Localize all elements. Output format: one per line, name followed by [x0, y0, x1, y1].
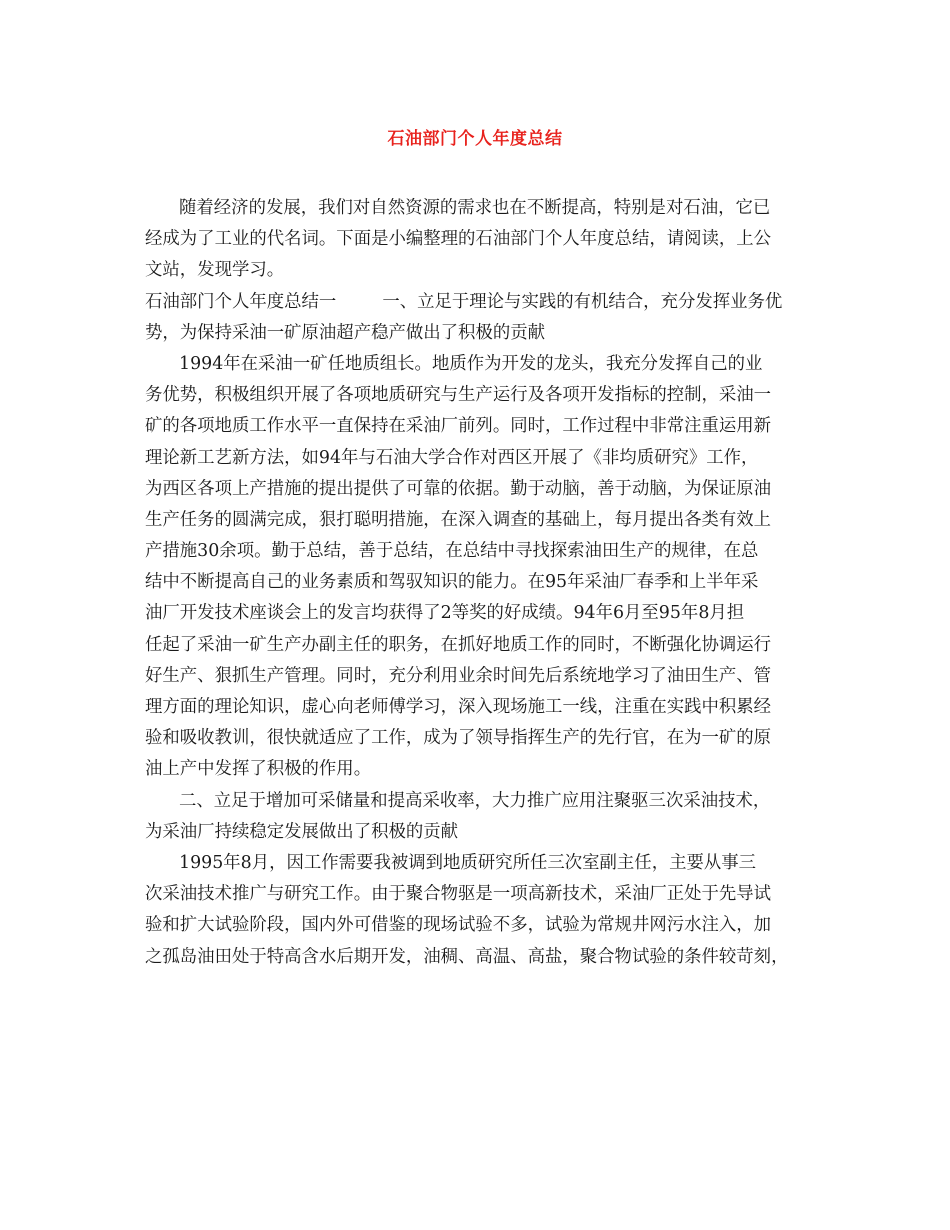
- text-line: 势，为保持采油一矿原油超产稳产做出了积极的贡献: [145, 322, 545, 343]
- text-line: 验和扩大试验阶段，国内外可借鉴的现场试验不多，试验为常规井网污水注入，加: [145, 915, 772, 936]
- section-heading: 石油部门个人年度总结一: [145, 291, 337, 312]
- text-line: 文站，发现学习。: [145, 260, 285, 281]
- text-line: 二、立足于增加可采储量和提高采收率，大力推广应用注聚驱三次采油技术，: [179, 790, 771, 811]
- text-line: 之孤岛油田处于特高含水后期开发，油稠、高温、高盐，聚合物试验的条件较苛刻，: [145, 946, 789, 967]
- document-title: 石油部门个人年度总结: [387, 129, 563, 149]
- text-line-section-one: [145, 287, 835, 318]
- text-line: 生产任务的圆满完成，狠打聪明措施，在深入调查的基础上，每月提出各类有效上: [145, 509, 772, 530]
- text-line: 好生产、狠抓生产管理。同时，充分利用业余时间先后系统地学习了油田生产、管: [145, 665, 772, 686]
- text-line: 经成为了工业的代名词。下面是小编整理的石油部门个人年度总结，请阅读，上公: [145, 229, 772, 250]
- text-line: 油厂开发技术座谈会上的发言均获得了2等奖的好成绩。94年6月至95年8月担: [145, 603, 745, 624]
- text-line: 随着经济的发展，我们对自然资源的需求也在不断提高，特别是对石油，它已: [179, 198, 771, 218]
- text-line: 验和吸收教训，很快就适应了工作，成为了领导指挥生产的先行官，在为一矿的原: [145, 728, 772, 749]
- text-line: 1995年8月，因工作需要我被调到地质研究所任三次室副主任，主要从事三: [179, 852, 757, 873]
- text-line: 任起了采油一矿生产办副主任的职务，在抓好地质工作的同时，不断强化协调运行: [145, 634, 772, 655]
- text-line: 务优势，积极组织开展了各项地质研究与生产运行及各项开发指标的控制，采油一: [145, 385, 772, 406]
- text-line: 次采油技术推广与研究工作。由于聚合物驱是一项高新技术，采油厂正处于先导试: [145, 884, 772, 905]
- document-body: [145, 193, 835, 973]
- text-line: 矿的各项地质工作水平一直保持在采油厂前列。同时，工作过程中非常注重运用新: [145, 416, 772, 437]
- text-line: 为采油厂持续稳定发展做出了积极的贡献: [145, 821, 459, 842]
- text-line: 为西区各项上产措施的提出提供了可靠的依据。勤于动脑，善于动脑，为保证原油: [145, 478, 772, 499]
- text-line: 油上产中发挥了积极的作用。: [145, 759, 372, 780]
- text-line: 产措施30余项。勤于总结，善于总结，在总结中寻找探索油田生产的规律，在总: [145, 541, 759, 562]
- text-line: 理论新工艺新方法，如94年与石油大学合作对西区开展了《非均质研究》工作，: [145, 447, 759, 468]
- text-line: 理方面的理论知识，虚心向老师傅学习，深入现场施工一线，注重在实践中积累经: [145, 697, 772, 717]
- text-line: 1994年在采油一矿任地质组长。地质作为开发的龙头，我充分发挥自己的业: [179, 353, 763, 374]
- section-subheading: 一、立足于理论与实践的有机结合，充分发挥业务优: [382, 291, 783, 312]
- text-line: 结中不断提高自己的业务素质和驾驭知识的能力。在95年采油厂春季和上半年采: [145, 572, 759, 593]
